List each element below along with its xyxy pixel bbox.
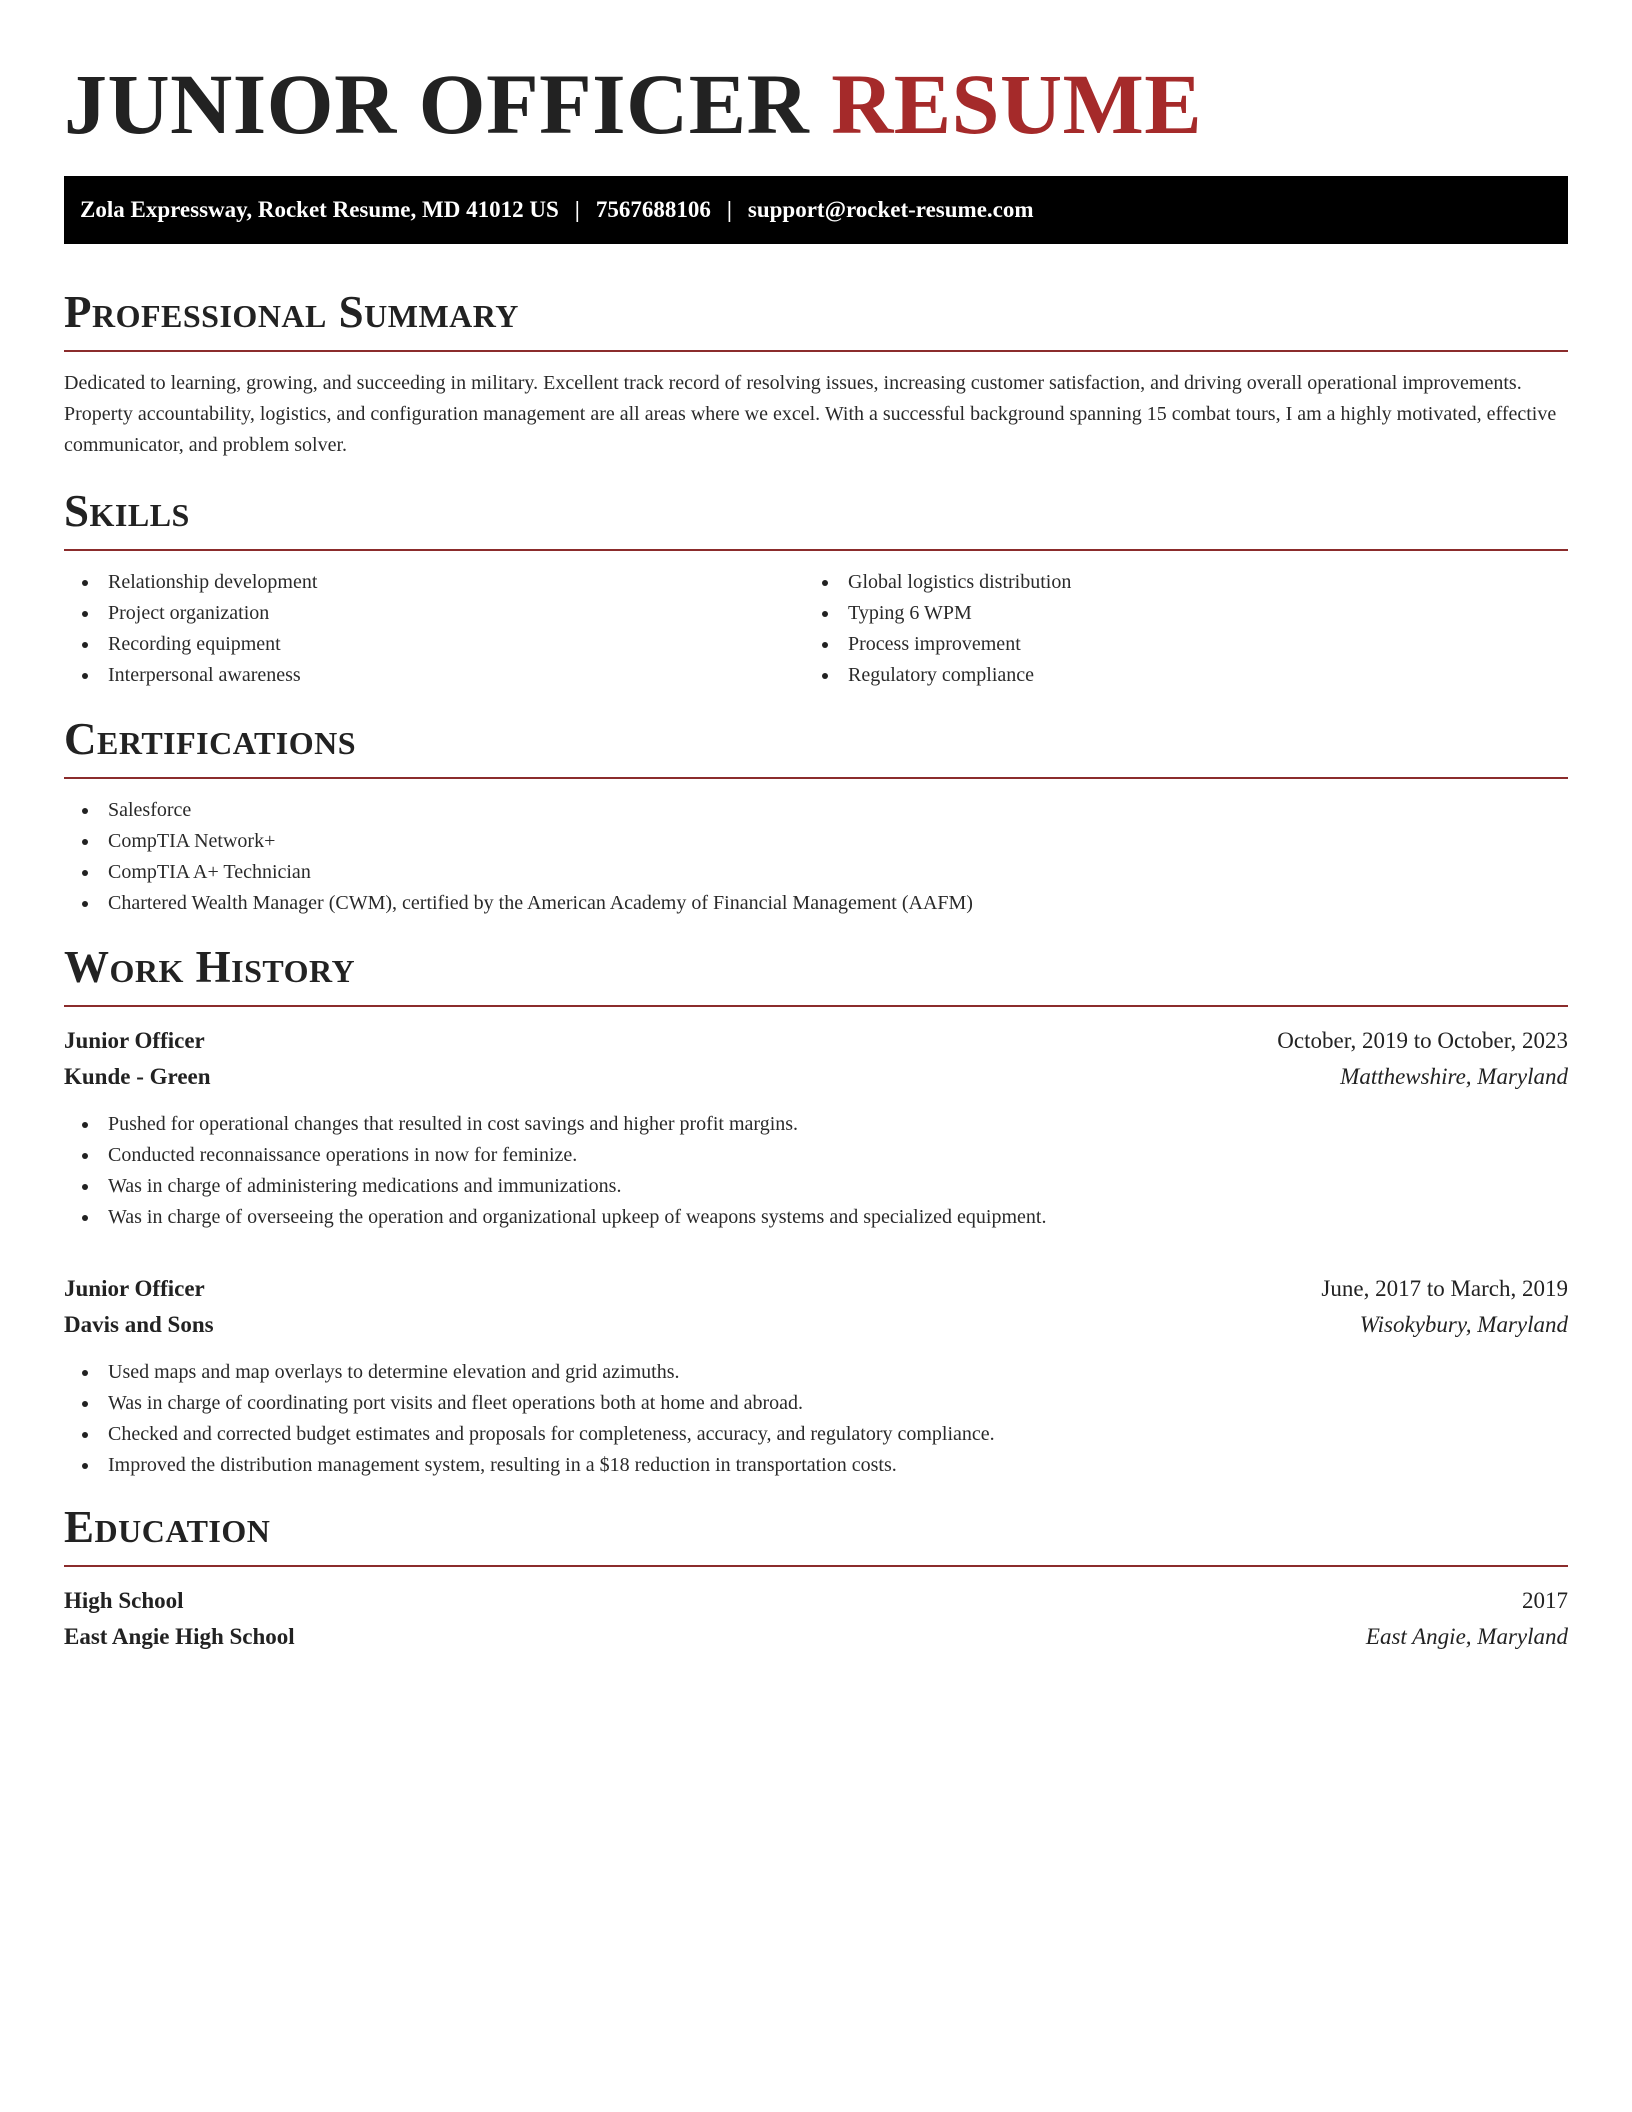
contact-separator: | — [726, 197, 732, 222]
job-dates: June, 2017 to March, 2019 — [1321, 1276, 1568, 1301]
section-heading: Certifications — [64, 714, 357, 764]
skill-item: Global logistics distribution — [804, 567, 1544, 598]
job-duties-list — [64, 1109, 1568, 1233]
section-heading: Skills — [64, 486, 190, 536]
section-professional-summary — [64, 286, 1568, 461]
job-duties-list — [64, 1357, 1568, 1481]
job-duty-item: Used maps and map overlays to determine elevation and grid azimuths. — [64, 1357, 1568, 1388]
section-heading: Professional Summary — [64, 287, 519, 337]
contact-bar — [64, 176, 1568, 244]
job-company: Kunde - Green — [64, 1064, 211, 1089]
section-divider — [64, 1565, 1568, 1567]
skill-item: Recording equipment — [64, 629, 804, 660]
job-duty-item: Improved the distribution management system, resulting in a $18 reduction in transportation costs. — [64, 1450, 1568, 1481]
job-header-row — [64, 1023, 1568, 1059]
job-duty-item: Checked and corrected budget estimates and proposals for completeness, accuracy, and regulatory compliance. — [64, 1419, 1568, 1450]
contact-separator: | — [574, 197, 580, 222]
job-header-row — [64, 1271, 1568, 1307]
section-heading: Education — [64, 1502, 271, 1552]
job-duty-item: Pushed for operational changes that resulted in cost savings and higher profit margins. — [64, 1109, 1568, 1140]
certification-item: Salesforce — [64, 795, 1568, 826]
title-main: JUNIOR OFFICER — [64, 56, 810, 152]
job-company-row — [64, 1307, 1568, 1343]
skills-grid — [64, 567, 1568, 691]
job-duty-item: Was in charge of administering medications and immunizations. — [64, 1171, 1568, 1202]
job-company-row — [64, 1059, 1568, 1095]
section-divider — [64, 777, 1568, 779]
skills-list-right — [804, 567, 1544, 691]
education-school: East Angie High School — [64, 1624, 295, 1649]
education-school-row — [64, 1619, 1568, 1655]
certification-item: Chartered Wealth Manager (CWM), certified by the American Academy of Financial Management (AAFM) — [64, 888, 1568, 919]
job-location: Matthewshire, Maryland — [1340, 1064, 1568, 1089]
education-entry — [64, 1583, 1568, 1655]
job-title: Junior Officer — [64, 1028, 205, 1053]
education-header-row — [64, 1583, 1568, 1619]
skill-item: Typing 6 WPM — [804, 598, 1544, 629]
contact-phone: 7567688106 — [595, 197, 711, 222]
education-degree: High School — [64, 1588, 184, 1613]
resume-title — [64, 54, 1568, 154]
summary-text: Dedicated to learning, growing, and succeeding in military. Excellent track record of resolving issues, increasing customer satisfaction, and driving overall operational improvements. Property accountability, logistics, and configuration management are all areas where we excel. With a successful background spanning 15 combat tours, I am a highly motivated, effective communicator, and problem solver. — [64, 372, 1557, 456]
section-divider — [64, 549, 1568, 551]
certification-item: CompTIA A+ Technician — [64, 857, 1568, 888]
job-entry — [64, 1023, 1568, 1233]
skill-item: Process improvement — [804, 629, 1544, 660]
job-duty-item: Was in charge of coordinating port visits and fleet operations both at home and abroad. — [64, 1388, 1568, 1419]
title-accent: RESUME — [831, 56, 1203, 152]
section-divider — [64, 350, 1568, 352]
contact-email: support@rocket-resume.com — [747, 197, 1034, 222]
job-title: Junior Officer — [64, 1276, 205, 1301]
section-education — [64, 1501, 1568, 1655]
skill-item: Regulatory compliance — [804, 660, 1544, 691]
education-year: 2017 — [1522, 1588, 1568, 1613]
job-duty-item: Conducted reconnaissance operations in now for feminize. — [64, 1140, 1568, 1171]
job-location: Wisokybury, Maryland — [1359, 1312, 1568, 1337]
skill-item: Project organization — [64, 598, 804, 629]
certifications-list — [64, 795, 1568, 919]
contact-address: Zola Expressway, Rocket Resume, MD 41012 US — [80, 197, 559, 222]
skill-item: Relationship development — [64, 567, 804, 598]
skills-list-left — [64, 567, 804, 691]
section-certifications — [64, 713, 1568, 919]
section-skills — [64, 485, 1568, 691]
job-entry — [64, 1271, 1568, 1481]
certification-item: CompTIA Network+ — [64, 826, 1568, 857]
skill-item: Interpersonal awareness — [64, 660, 804, 691]
section-divider — [64, 1005, 1568, 1007]
section-heading: Work History — [64, 942, 356, 992]
job-duty-item: Was in charge of overseeing the operation and organizational upkeep of weapons systems and specialized equipment. — [64, 1202, 1568, 1233]
education-location: East Angie, Maryland — [1365, 1624, 1568, 1649]
section-work-history — [64, 941, 1568, 1481]
job-dates: October, 2019 to October, 2023 — [1277, 1028, 1568, 1053]
job-company: Davis and Sons — [64, 1312, 214, 1337]
